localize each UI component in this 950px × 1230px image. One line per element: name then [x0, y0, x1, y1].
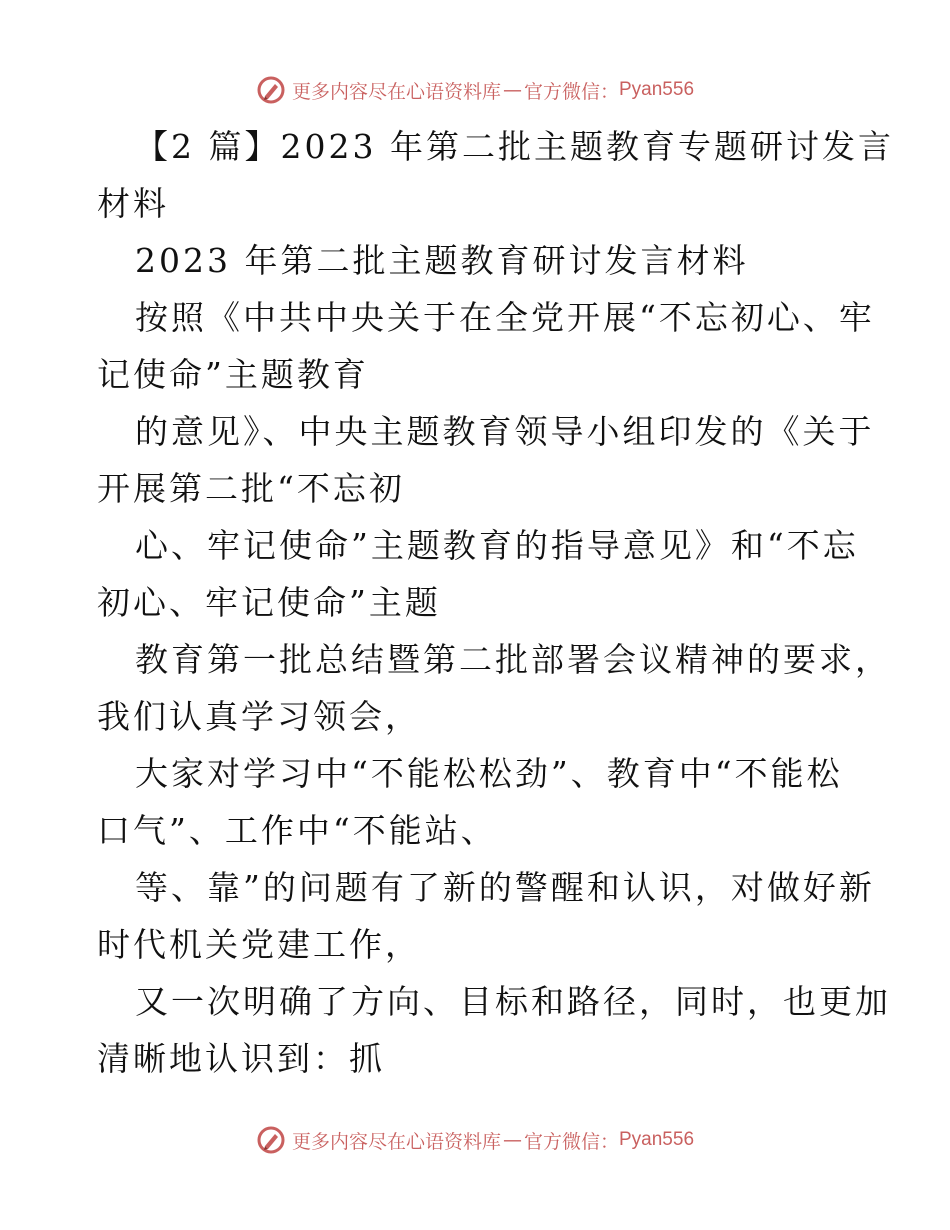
paragraph-line: 时代机关党建工作，: [97, 925, 421, 964]
watermark-site-text: 更多内容尽在心语资料库: [291, 1130, 501, 1153]
paragraph-line: 教育第一批总结暨第二批部署会议精神的要求，: [135, 640, 891, 679]
document-title-line-1: 【2 篇】2023 年第二批主题教育专题研讨发言: [135, 127, 894, 166]
watermark-dash: —: [502, 1129, 522, 1151]
paragraph-line: 我们认真学习领会，: [97, 697, 421, 736]
document-title-line-2: 材料: [97, 184, 169, 223]
paragraph-line: 又一次明确了方向、目标和路径，同时，也更加: [135, 982, 891, 1021]
watermark-wechat-id: Pyan556: [619, 1129, 695, 1150]
paragraph-line: 清晰地认识到：抓: [97, 1039, 385, 1078]
watermark-dash: —: [502, 79, 522, 101]
pen-logo-icon: [256, 75, 286, 105]
header-watermark: [0, 70, 950, 110]
document-subtitle: 2023 年第二批主题教育研讨发言材料: [135, 241, 749, 280]
document-body: [97, 118, 894, 1087]
watermark-wechat-id: Pyan556: [619, 79, 695, 100]
paragraph-line: 口气”、工作中“不能站、: [97, 811, 497, 850]
paragraph-line: 开展第二批“不忘初: [97, 469, 405, 508]
watermark-wechat-label: 官方微信：: [523, 80, 619, 103]
paragraph-line: 心、牢记使命”主题教育的指导意见》和“不忘: [135, 526, 859, 565]
watermark-site-text: 更多内容尽在心语资料库: [291, 80, 501, 103]
paragraph-line: 记使命”主题教育: [97, 355, 369, 394]
footer-watermark: [0, 1120, 950, 1160]
paragraph-line: 等、靠”的问题有了新的警醒和认识，对做好新: [135, 868, 875, 907]
paragraph-line: 的意见》、中央主题教育领导小组印发的《关于: [135, 412, 875, 451]
paragraph-line: 初心、牢记使命”主题: [97, 583, 441, 622]
paragraph-line: 大家对学习中“不能松松劲”、教育中“不能松: [135, 754, 843, 793]
paragraph-line: 按照《中共中央关于在全党开展“不忘初心、牢: [135, 298, 875, 337]
pen-logo-icon: [256, 1125, 286, 1155]
watermark-wechat-label: 官方微信：: [523, 1130, 619, 1153]
